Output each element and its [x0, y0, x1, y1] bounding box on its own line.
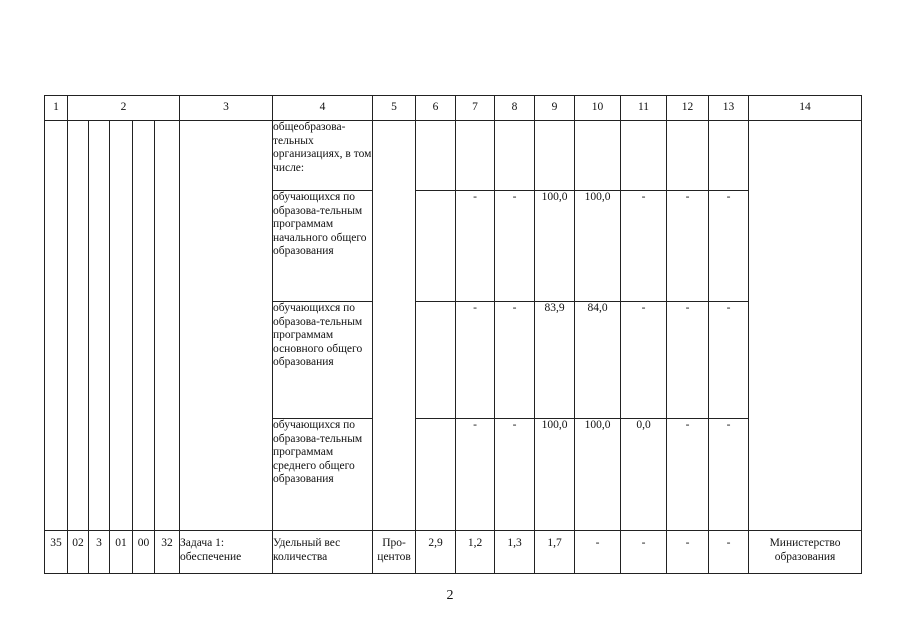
value-cell: -	[456, 191, 495, 302]
code-cell	[89, 121, 110, 531]
value-cell: -	[575, 531, 621, 574]
value-cell	[456, 121, 495, 191]
value-cell: -	[495, 302, 535, 419]
header-cell: 8	[495, 96, 535, 121]
value-cell: 100,0	[535, 191, 575, 302]
value-cell: -	[456, 419, 495, 531]
value-cell: 83,9	[535, 302, 575, 419]
value-cell: -	[709, 191, 749, 302]
header-cell: 9	[535, 96, 575, 121]
code-cell	[155, 121, 180, 531]
indicator-cell: обучающихся по образова-тельным программам среднего общего образования	[273, 419, 373, 531]
code-cell: 32	[155, 531, 180, 574]
value-cell	[575, 121, 621, 191]
value-cell: -	[667, 531, 709, 574]
value-cell: 1,3	[495, 531, 535, 574]
header-cell: 14	[749, 96, 862, 121]
code-cell: 35	[45, 531, 68, 574]
header-cell: 12	[667, 96, 709, 121]
code-cell	[110, 121, 133, 531]
value-cell: 100,0	[575, 419, 621, 531]
value-cell	[416, 419, 456, 531]
value-cell	[495, 121, 535, 191]
data-table	[44, 95, 862, 574]
code-cell: 3	[89, 531, 110, 574]
value-cell: -	[456, 302, 495, 419]
value-cell: -	[495, 191, 535, 302]
unit-cell	[373, 121, 416, 531]
value-cell: 100,0	[535, 419, 575, 531]
value-cell	[535, 121, 575, 191]
table-row	[45, 121, 862, 191]
task-cell	[180, 121, 273, 531]
value-cell: -	[667, 419, 709, 531]
value-cell: -	[667, 191, 709, 302]
value-cell: -	[621, 531, 667, 574]
value-cell: -	[667, 302, 709, 419]
code-cell	[68, 121, 89, 531]
header-cell: 3	[180, 96, 273, 121]
value-cell: 100,0	[575, 191, 621, 302]
responsible-cell: Министерство образования	[749, 531, 862, 574]
value-cell	[416, 302, 456, 419]
code-cell: 01	[110, 531, 133, 574]
header-cell: 4	[273, 96, 373, 121]
header-cell: 1	[45, 96, 68, 121]
value-cell	[416, 191, 456, 302]
value-cell: 2,9	[416, 531, 456, 574]
value-cell: 1,2	[456, 531, 495, 574]
header-cell: 11	[621, 96, 667, 121]
value-cell: -	[709, 531, 749, 574]
value-cell	[709, 121, 749, 191]
header-cell: 5	[373, 96, 416, 121]
value-cell	[667, 121, 709, 191]
indicator-cell: обучающихся по образова-тельным программам начального общего образования	[273, 191, 373, 302]
indicator-cell: Удельный вес количества	[273, 531, 373, 574]
value-cell	[621, 121, 667, 191]
header-cell: 6	[416, 96, 456, 121]
responsible-cell	[749, 121, 862, 531]
indicator-cell: общеобразова-тельных организациях, в том числе:	[273, 121, 373, 191]
value-cell: -	[495, 419, 535, 531]
unit-cell: Про-центов	[373, 531, 416, 574]
value-cell: 84,0	[575, 302, 621, 419]
page-number: 2	[446, 588, 454, 603]
indicator-cell: обучающихся по образова-тельным программам основного общего образования	[273, 302, 373, 419]
code-cell: 02	[68, 531, 89, 574]
value-cell: -	[709, 419, 749, 531]
header-cell: 7	[456, 96, 495, 121]
table-row	[45, 531, 862, 574]
header-row	[45, 96, 862, 121]
value-cell: 0,0	[621, 419, 667, 531]
value-cell: -	[621, 302, 667, 419]
code-cell	[45, 121, 68, 531]
code-cell: 00	[133, 531, 155, 574]
value-cell: 1,7	[535, 531, 575, 574]
value-cell: -	[621, 191, 667, 302]
header-cell: 2	[68, 96, 180, 121]
header-cell: 10	[575, 96, 621, 121]
code-cell	[133, 121, 155, 531]
value-cell	[416, 121, 456, 191]
value-cell: -	[709, 302, 749, 419]
header-cell: 13	[709, 96, 749, 121]
task-cell: Задача 1: обеспечение	[180, 531, 273, 574]
